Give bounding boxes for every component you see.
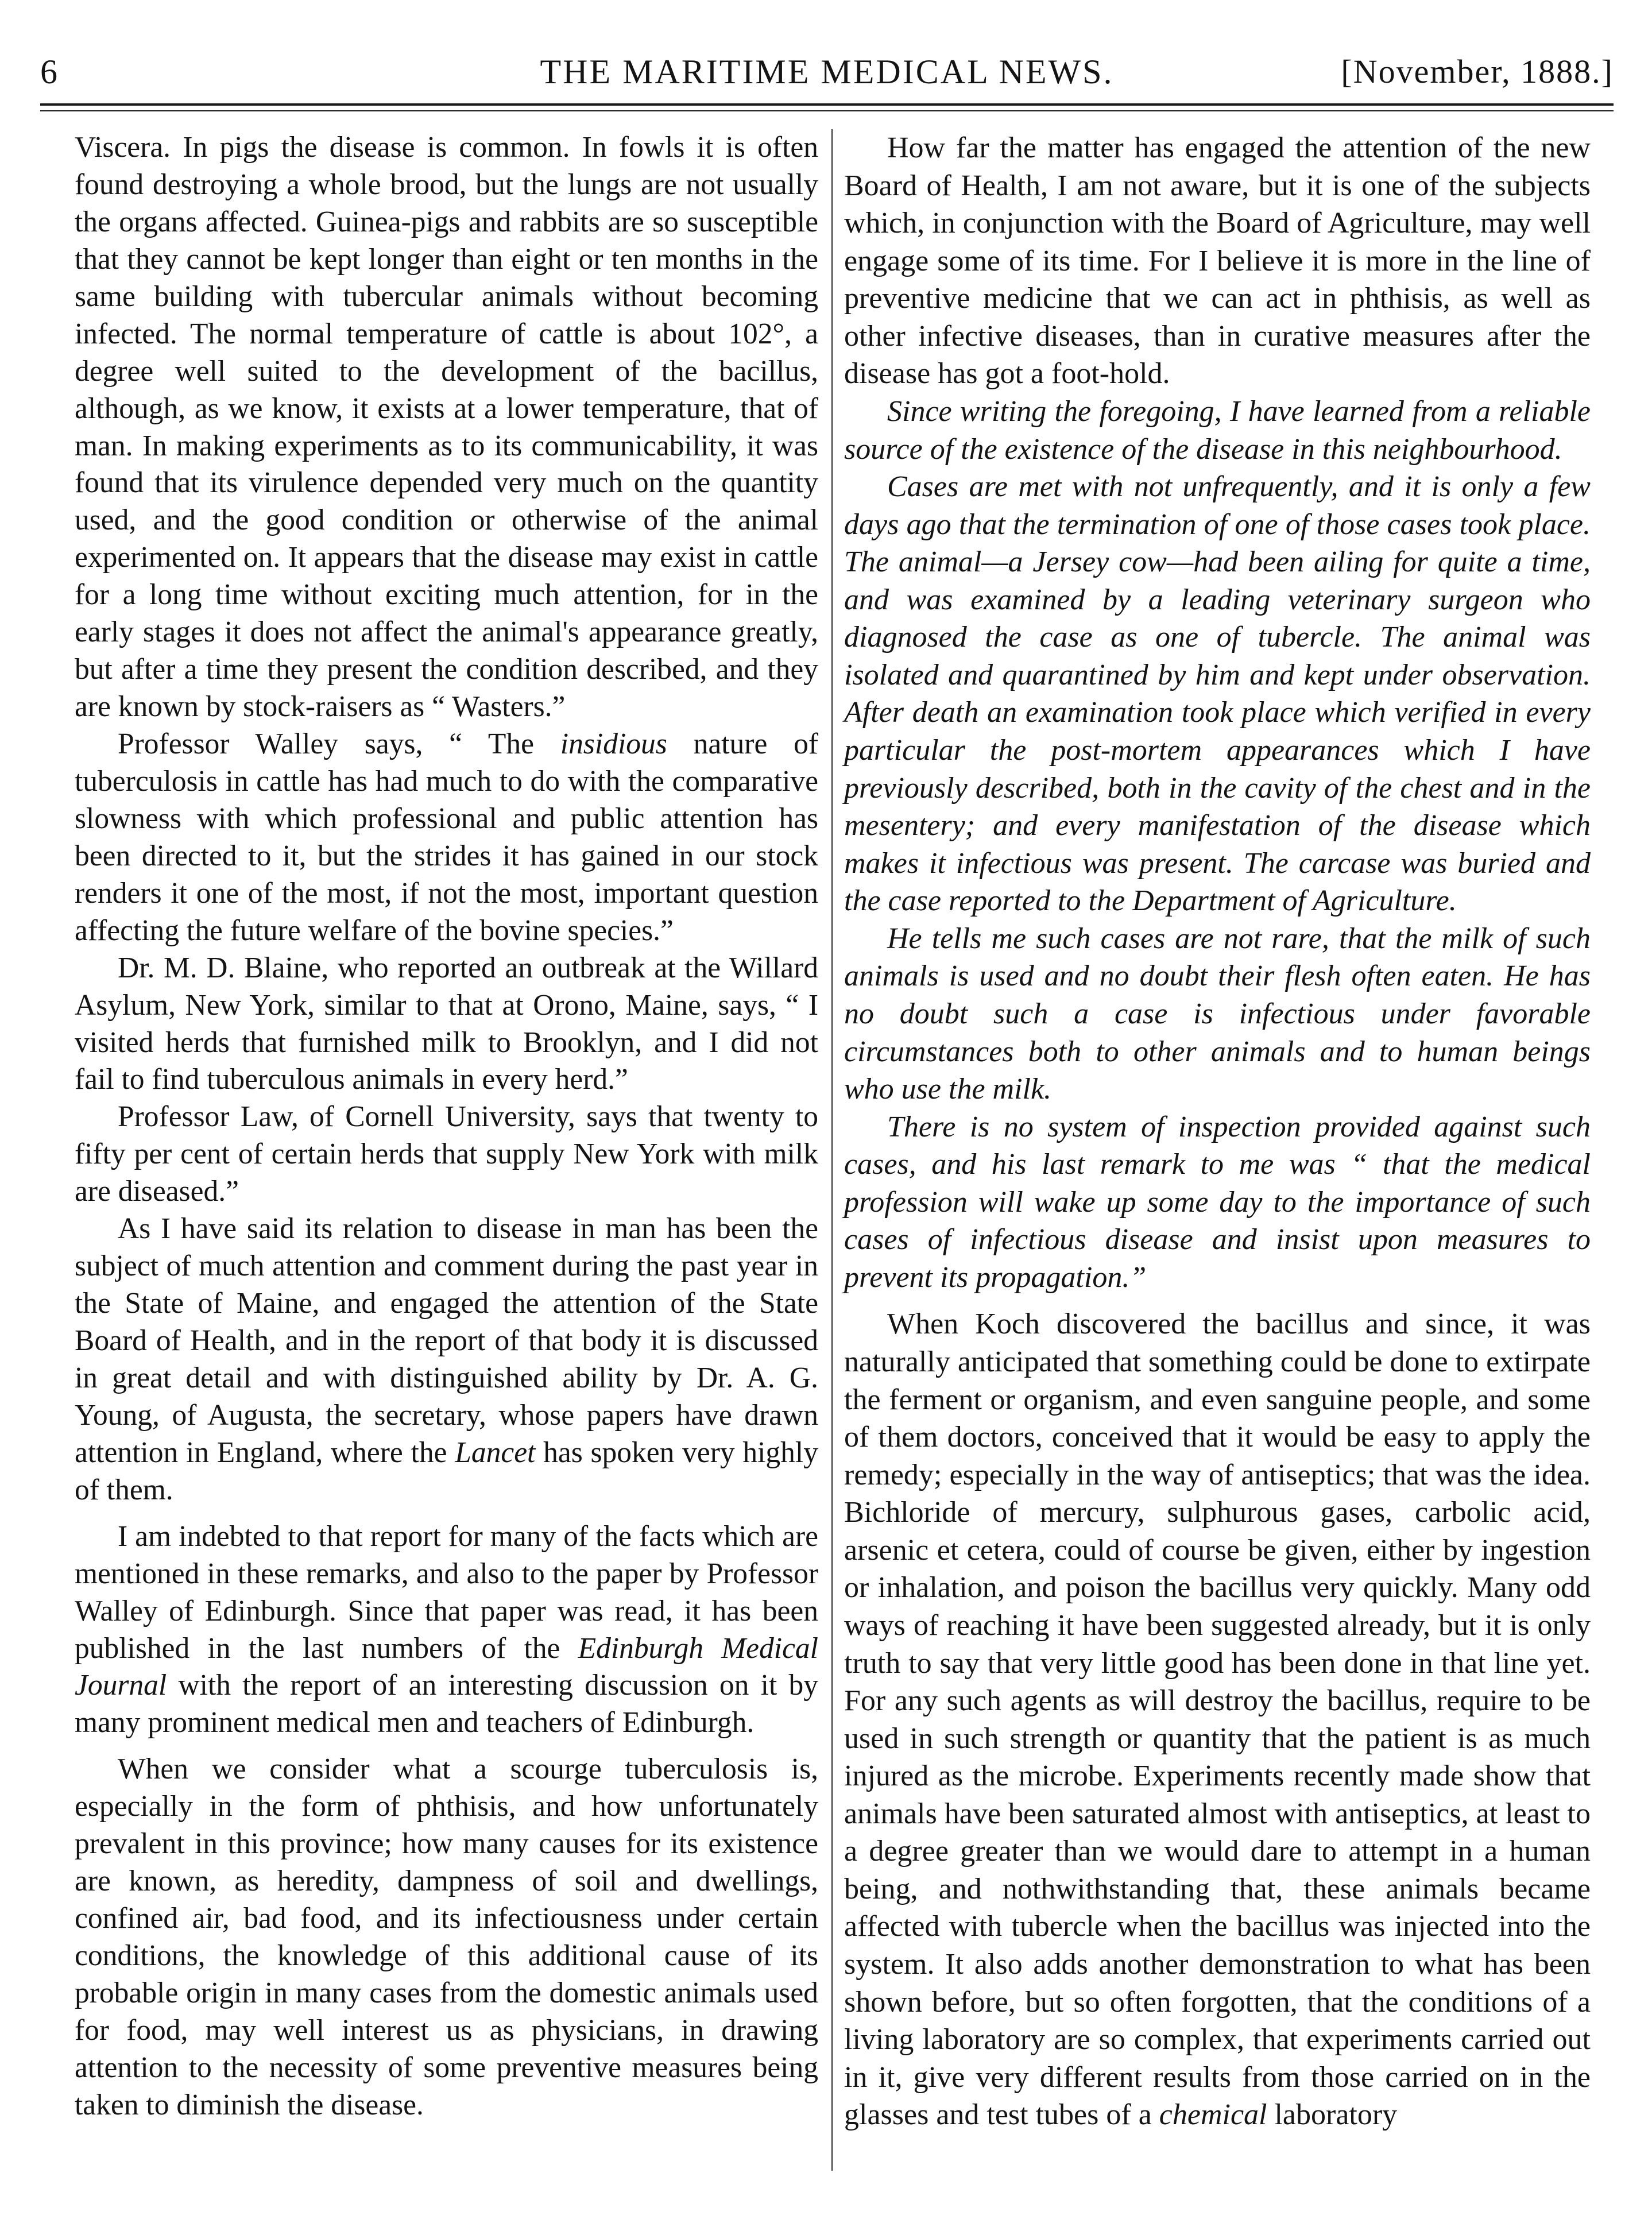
paragraph: How far the matter has engaged the attention of the new Board of Health, I am not aware, but it is one of the subjects which, in conjunction with the Board of Agriculture, may well engage some of its time. For I believe it is more in the line of preventive medicine that we can act in phthisis, as well as other infective diseases, than in curative measures after the disease has got a foot-hold.	[844, 132, 1591, 391]
page-number: 6	[40, 53, 59, 91]
paragraph: He tells me such cases are not rare, that the milk of such animals is used and no doubt their flesh often eaten. He has no doubt such a case is infectious under favorable circumstances both to other animals and to human beings who use the milk.	[844, 922, 1591, 1106]
paragraph	[75, 726, 818, 950]
journal-title: THE MARITIME MEDICAL NEWS.	[540, 53, 1114, 91]
paragraph: There is no system of inspection provided against such cases, and his last remark to me was “ that the medical profession will wake up some day to the importance of such cases of infectious disease and insist upon measures to prevent its propagation.”	[844, 1110, 1591, 1294]
header-rule-thin	[40, 110, 1614, 111]
text-run: laboratory	[1267, 2098, 1398, 2132]
text-run: As I have said its relation to disease in man has been the subject of much attention and comment during the past year in the State of Maine, and engaged the attention of the State Board of Health, and in the report of that body it is discussed in great detail and with distinguished ability by Dr. A. G. Young, of Augusta, the secretary, whose papers have drawn attention in England, where the	[75, 1212, 818, 1469]
text-run: has spoken very highly of them.	[75, 1436, 818, 1506]
text-run: Professor Walley says, “ The	[118, 728, 560, 760]
column-divider	[831, 129, 833, 2171]
paragraph	[75, 1518, 818, 1742]
header-rule-thick	[40, 103, 1614, 106]
paragraph: Since writing the foregoing, I have learned from a reliable source of the existence of the disease in this neighbourhood.	[844, 395, 1591, 466]
paragraph	[75, 1211, 818, 1509]
text-run: nature of tuberculosis in cattle has had much to do with the comparative slowness with which professional and public attention has been directed to it, but the strides it has gained in our stock renders it one of the most, if not the most, important question affecting the future welfare of the bovine species.”	[75, 728, 819, 947]
paragraph: Professor Law, of Cornell University, says that twenty to fifty per cent of certain herds that supply New York with milk are diseased.”	[75, 1100, 818, 1208]
paragraph	[844, 1305, 1591, 2133]
paragraph: Cases are met with not unfrequently, and it is only a few days ago that the termination of one of those cases took place. The animal—a Jersey cow—had been ailing for quite a time, and was examined by a leading veterinary surgeon who diagnosed the case as one of tubercle. The animal was isolated and quarantined by him and kept under observation. After death an examination took place which verified in every particular the post-mortem appearances which I have previously described, both in the cavity of the chest and in the mesentery; and every manifestation of the disease which makes it infectious was present. The carcase was buried and the case reported to the Department of Agriculture.	[844, 470, 1591, 918]
paragraph: Dr. M. D. Blaine, who reported an outbreak at the Willard Asylum, New York, similar to that at Orono, Maine, says, “ I visited herds that furnished milk to Brooklyn, and I did not fail to find tuberculous animals in every herd.”	[75, 951, 818, 1096]
text-run: When Koch discovered the bacillus and since, it was naturally anticipated that something could be done to extirpate the ferment or organism, and even sanguine people, and some of them doctors, conceived that it would be easy to apply the remedy; especially in the way of antiseptics; that was the idea. Bichloride of mercury, sulphurous gases, carbolic acid, arsenic et cetera, could of course be given, either by ingestion or inhalation, and poison the bacillus very quickly. Many odd ways of reaching it have been suggested already, but it is only truth to say that very little good has been done in that line yet. For any such agents as will destroy the bacillus, require to be used in such strength or quantity that the patient is as much injured as the microbe. Experiments recently made show that animals have been saturated almost with antiseptics, at least to a degree greater than we would dare to attempt in a human being, and nothwithstanding that, these animals became affected with tubercle when the bacillus was injected into the system. It also adds another demonstration to what has been shown before, but so often forgotten, that the conditions of a living laboratory are so complex, that experiments carried out in it, give very different results from those carried on in the glasses and test tubes of a	[844, 1308, 1591, 2132]
left-column	[75, 129, 818, 2124]
paragraph: When we consider what a scourge tuberculosis is, especially in the form of phthisis, and how unfortunately prevalent in this province; how many causes for its existence are known, as heredity, dampness of soil and dwellings, confined air, bad food, and its infectiousness under certain conditions, the knowledge of this additional cause of its probable origin in many cases from the domestic animals used for food, may well interest us as physicians, in drawing attention to the necessity of some preventive measures being taken to diminish the disease.	[75, 1753, 818, 2121]
issue-date: [November, 1888.]	[1341, 53, 1614, 90]
emphasis: Lancet	[455, 1436, 536, 1469]
paragraph: Viscera. In pigs the disease is common. In fowls it is often found destroying a whole brood, but the lungs are not usually the organs affected. Guinea-pigs and rabbits are so susceptible that they cannot be kept longer than eight or ten months in the same building with tubercular animals without becoming infected. The normal temperature of cattle is about 102°, a degree well suited to the development of the bacillus, although, as we know, it exists at a lower temperature, that of man. In making experiments as to its communicability, it was found that its virulence depended very much on the quantity used, and the good condition or otherwise of the animal experimented on. It appears that the disease may exist in cattle for a long time without exciting much attention, for in the early stages it does not affect the animal's appearance greatly, but after a time they present the condition described, and they are known by stock-raisers as “ Wasters.”	[75, 131, 818, 724]
text-run: with the report of an interesting discussion on it by many prominent medical men and teachers of Edinburgh.	[75, 1669, 818, 1739]
running-header	[40, 49, 1614, 95]
text-run: I am indebted to that report for many of the facts which are mentioned in these remarks, and also to the paper by Professor Walley of Edinburgh. Since that paper was read, it has been published in the last numbers of the	[75, 1520, 818, 1665]
emphasis: Edinburgh Medical Journal	[75, 1631, 818, 1702]
emphasis: chemical	[1159, 2098, 1267, 2132]
right-column	[844, 129, 1591, 2134]
emphasis: insidious	[560, 728, 667, 760]
